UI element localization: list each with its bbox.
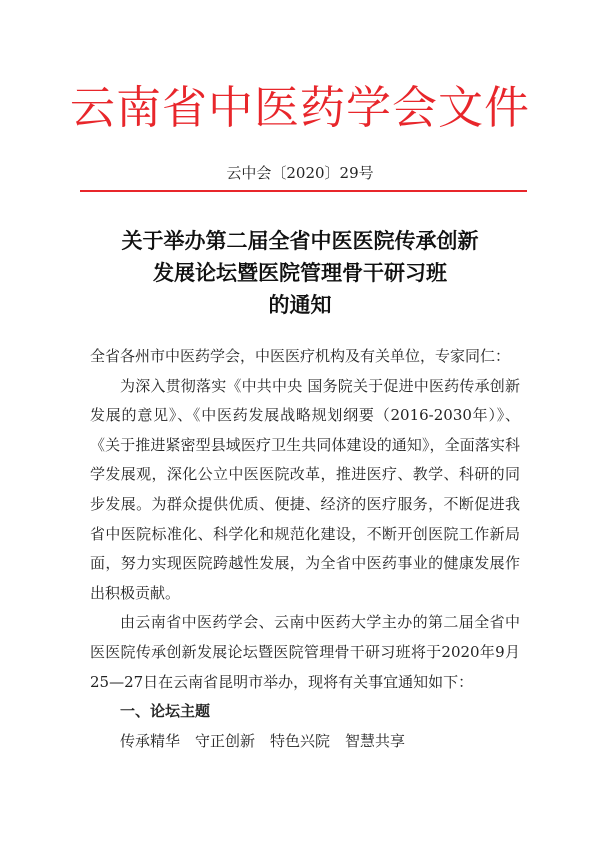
section-heading-theme: 一、论坛主题 (120, 702, 211, 721)
org-letterhead-title: 云南省中医药学会文件 (69, 81, 530, 134)
notice-body (90, 342, 520, 756)
notice-title-line-3: 的通知 (268, 292, 332, 317)
notice-title-line-1: 关于举办第二届全省中医医院传承创新 (121, 228, 479, 253)
notice-title (0, 225, 600, 321)
notice-title-line-2: 发展论坛暨医院管理骨干研习班 (153, 260, 447, 285)
forum-theme-text: 传承精华 守正创新 特色兴院 智慧共享 (120, 731, 406, 750)
red-divider-line (80, 190, 527, 192)
paragraph-event-info: 由云南省中医药学会、云南中医药大学主办的第二届全省中医医院传承创新发展论坛暨医院管理骨干研习班将于2020年9月25—27日在云南省昆明市举办，现将有关事宜通知如下： (90, 613, 520, 691)
document-number: 云中会〔2020〕29号 (226, 164, 374, 182)
salutation: 全省各州市中医药学会，中医医疗机构及有关单位，专家同仁： (90, 347, 511, 365)
paragraph-purpose: 为深入贯彻落实《中共中央 国务院关于促进中医药传承创新发展的意见》、《中医药发展战略规划纲要（2016-2030年）》、《关于推进紧密型县域医疗卫生共同体建设的通知》，全面落实科学发展观，深化公立中医医院改革，推进医疗、教学、科研的同步发展。为群众提供优质、便捷、经济的医疗服务，不断促进我省中医院标准化、科学化和规范化建设，不断开创医院工作新局面，努力实现医院跨越性发展，为全省中医药事业的健康发展作出积极贡献。 (90, 376, 520, 602)
